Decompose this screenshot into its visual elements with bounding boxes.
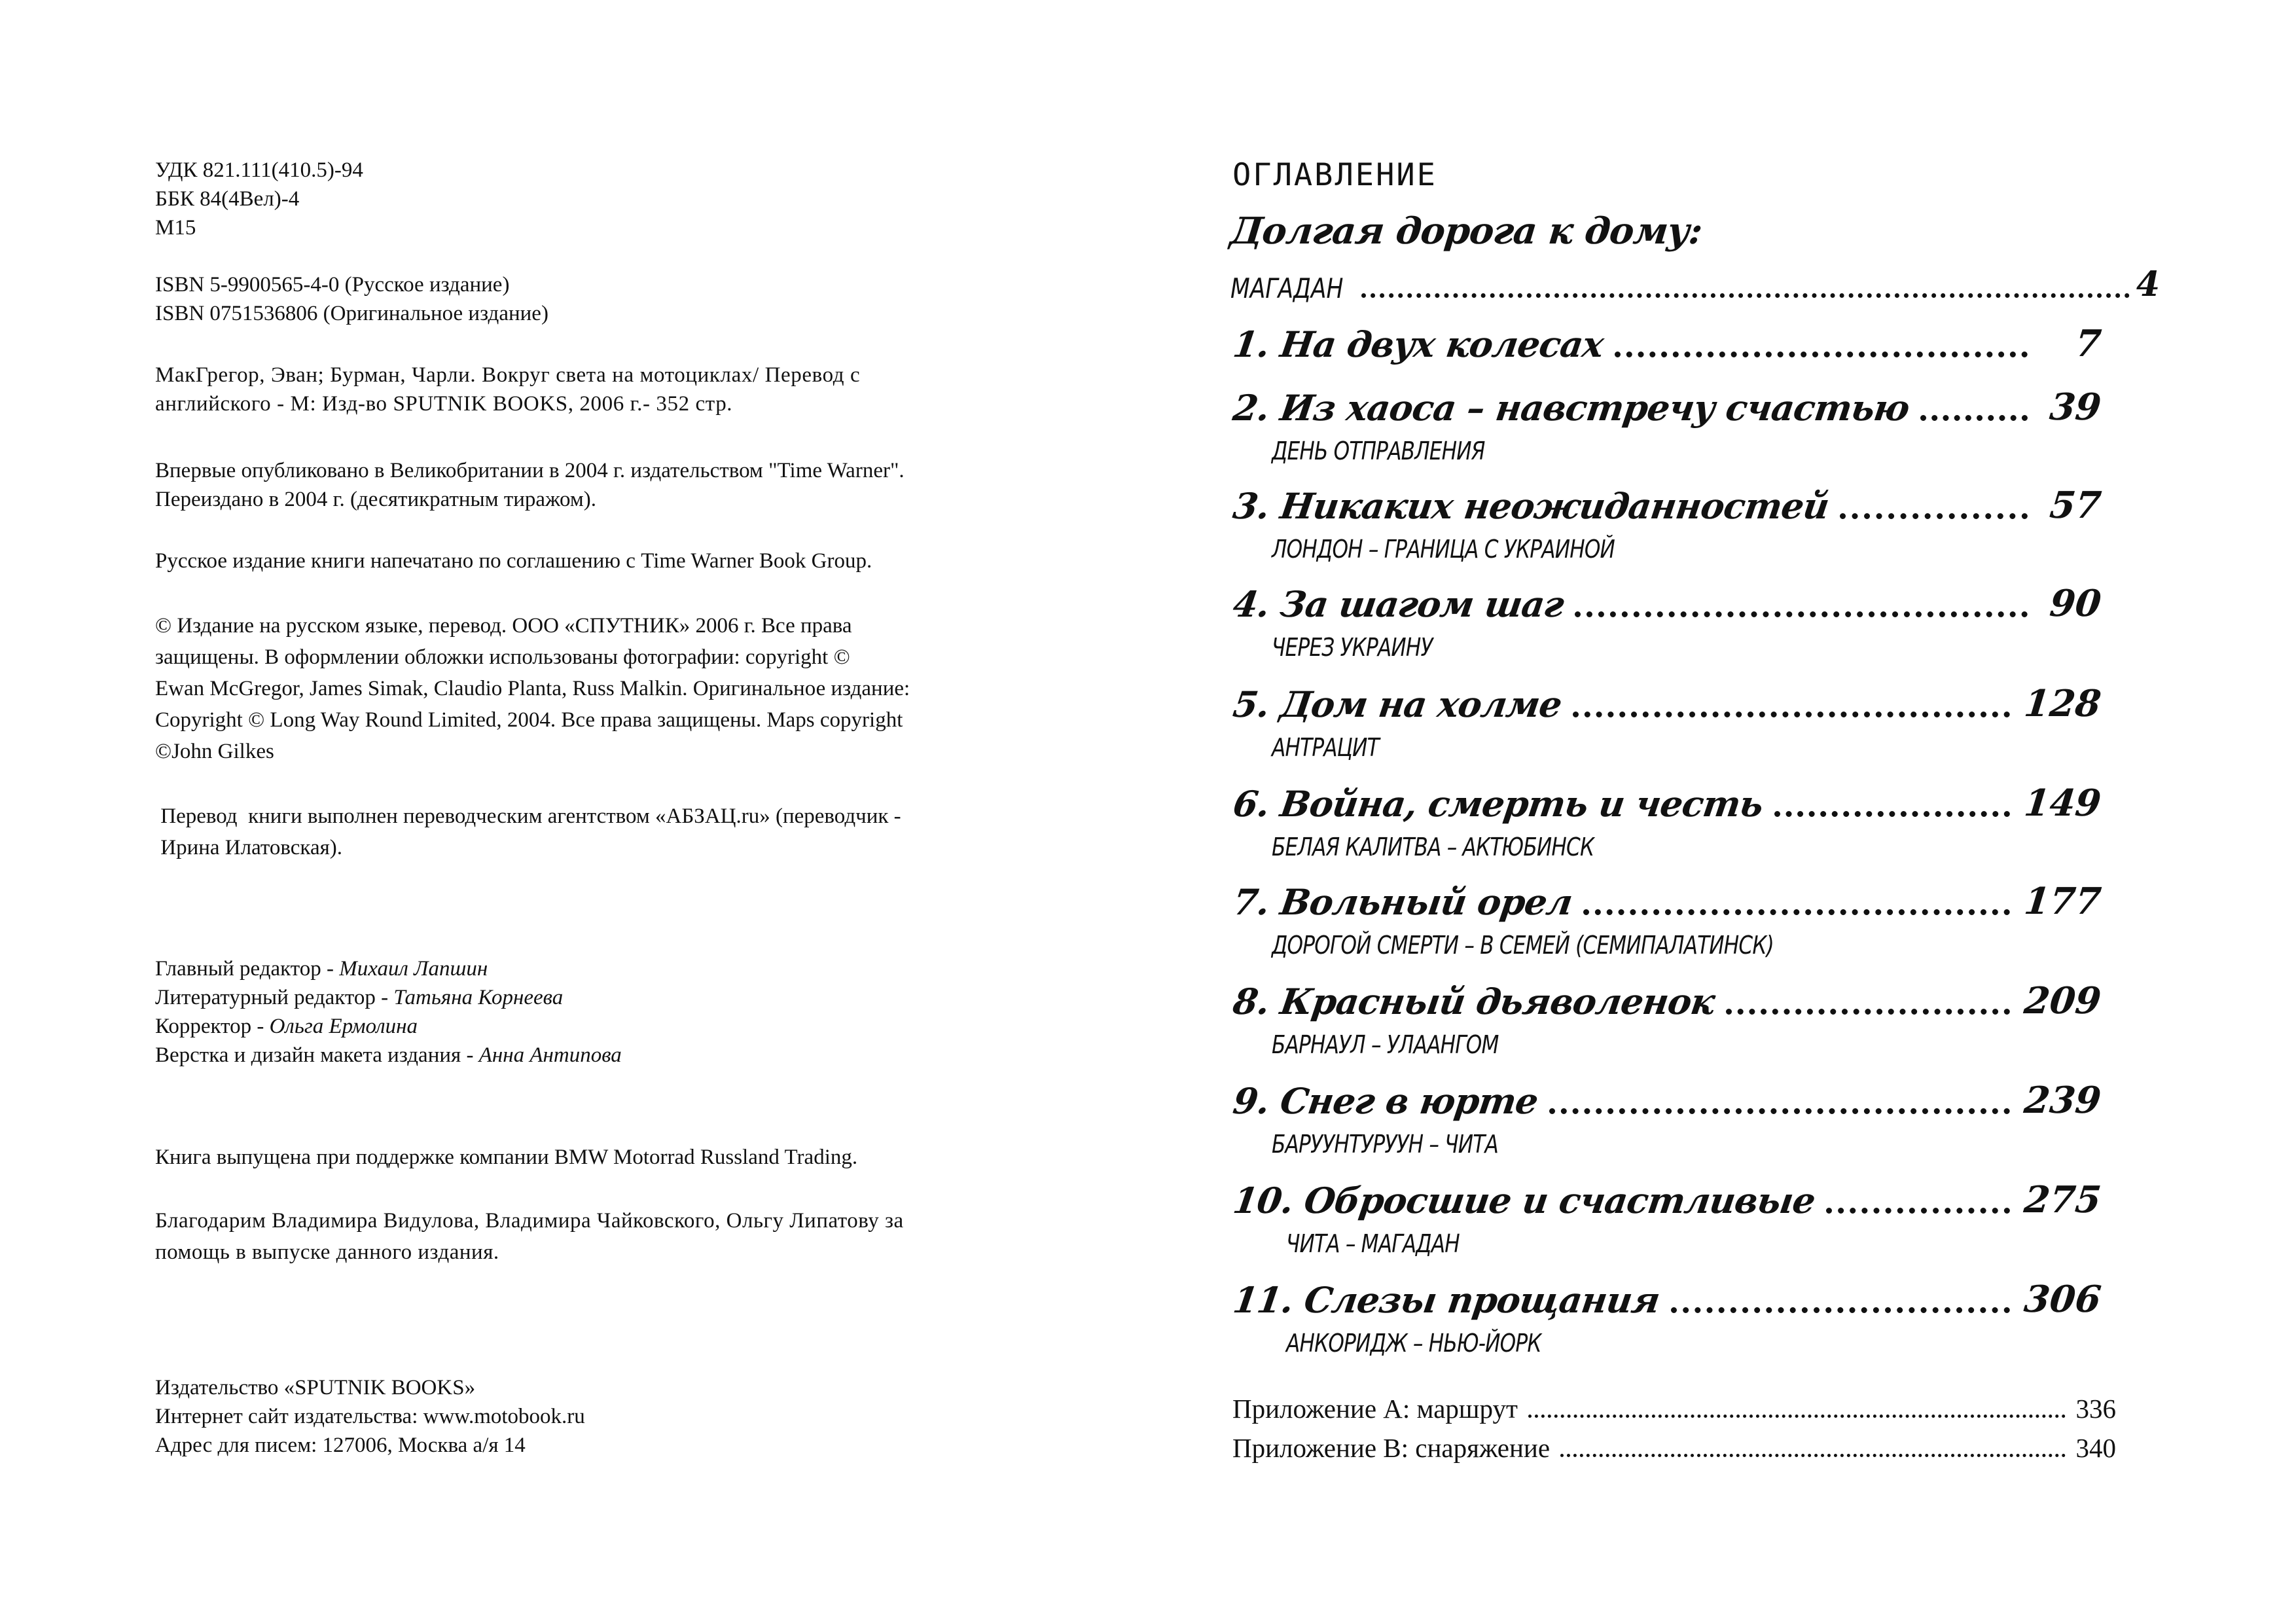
publisher-name: Издательство «SPUTNIK BOOKS»	[155, 1376, 476, 1399]
credit-name: Татьяна Корнеева	[393, 986, 564, 1009]
chapter-page: 90	[2047, 582, 2104, 625]
thanks-line-1: Благодарим Владимира Видулова, Владимира Чайковского, Ольгу Липатову за	[155, 1209, 904, 1233]
dot-leader	[1920, 415, 2028, 421]
publisher-website: Интернет сайт издательства: www.motobook.ru	[155, 1405, 585, 1428]
credit-role: Верстка и дизайн макета издания -	[155, 1043, 479, 1067]
translation-line-1: Перевод книги выполнен переводческим агентством «АБЗАЦ.ru» (переводчик -	[155, 804, 901, 828]
chapter-page: 209	[2022, 979, 2104, 1022]
toc-chapter	[1230, 1076, 2104, 1159]
toc-appendix	[1232, 1392, 2116, 1424]
credits-block	[155, 954, 1071, 1070]
chapter-subtitle: ДОРОГОЙ СМЕРТИ – В СЕМЕЙ (СЕМИПАЛАТИНСК)	[1272, 931, 1774, 960]
chapter-title: 11. Слезы прощания	[1230, 1279, 1662, 1321]
dot-leader	[1615, 352, 2028, 357]
chapter-title: 1. На двух колесах	[1230, 323, 1606, 365]
appendix-label: Приложение В: снаряжение	[1232, 1433, 1551, 1463]
toc-chapter	[1230, 1275, 2104, 1358]
dot-leader	[1575, 611, 2028, 617]
classification-codes	[155, 156, 1071, 242]
citation-line-2: английского - М: Изд-во SPUTNIK BOOKS, 2006 г.- 352 стр.	[155, 392, 733, 416]
toc-chapter	[1230, 383, 2104, 465]
toc-chapter	[1230, 977, 2104, 1059]
copyright-block	[155, 610, 1071, 767]
dot-leader	[1528, 1415, 2066, 1418]
chapter-page: 177	[2022, 880, 2104, 923]
dot-leader	[1726, 1009, 2010, 1015]
chapter-page: 57	[2047, 484, 2104, 527]
publisher-address: Адрес для писем: 127006, Москва а/я 14	[155, 1434, 526, 1457]
dot-leader	[1671, 1307, 2010, 1313]
toc-appendix	[1232, 1431, 2116, 1464]
chapter-subtitle: АНКОРИДЖ – НЬЮ-ЙОРК	[1286, 1329, 1541, 1358]
chapter-subtitle: ЧЕРЕЗ УКРАИНУ	[1272, 633, 1433, 662]
chapter-title: 5. Дом на холме	[1230, 683, 1564, 725]
udk-code: УДК 821.111(410.5)-94	[155, 158, 363, 182]
publisher-block	[155, 1373, 1071, 1460]
toc-page	[1148, 0, 2296, 1624]
credit-literary-editor	[155, 983, 1071, 1012]
credit-name: Ольга Ермолина	[269, 1015, 418, 1038]
chapter-title: 10. Обросшие и счастливые	[1230, 1180, 1818, 1221]
copyright-line-5: ©John Gilkes	[155, 740, 274, 763]
chapter-page: 7	[2073, 322, 2104, 365]
chapter-subtitle: ДЕНЬ ОТПРАВЛЕНИЯ	[1272, 437, 1485, 465]
toc-chapter	[1230, 877, 2104, 960]
chapter-title: 3. Никаких неожиданностей	[1230, 485, 1832, 527]
toc-prologue	[1230, 265, 2160, 304]
citation-block	[155, 361, 1071, 418]
appendix-label: Приложение А: маршрут	[1232, 1394, 1518, 1424]
chapter-page: 128	[2022, 682, 2104, 725]
credit-editor	[155, 954, 1071, 983]
chapter-subtitle: БЕЛАЯ КАЛИТВА – АКТЮБИНСК	[1272, 833, 1594, 861]
toc-chapter	[1230, 1176, 2104, 1258]
thanks-block	[155, 1205, 1071, 1268]
translation-block	[155, 801, 1071, 863]
chapter-page: 149	[2022, 782, 2104, 825]
isbn-block	[155, 270, 1071, 328]
support-line: Книга выпущена при поддержке компании BMW Motorrad Russland Trading.	[155, 1146, 858, 1169]
dot-leader	[1573, 712, 2010, 717]
translation-line-2: Ирина Илатовская).	[155, 836, 343, 859]
prologue-page: 4	[2136, 264, 2160, 304]
first-published-block	[155, 456, 1071, 514]
chapter-subtitle: ЛОНДОН – ГРАНИЦА С УКРАИНОЙ	[1272, 535, 1615, 564]
toc-chapter	[1230, 779, 2104, 861]
credit-name: Михаил Лапшин	[339, 957, 488, 981]
chapter-page: 306	[2022, 1278, 2104, 1321]
chapter-title: 6. Война, смерть и честь	[1230, 783, 1766, 825]
toc-chapter	[1230, 481, 2104, 564]
credit-proofreader	[155, 1012, 1071, 1041]
credit-layout	[155, 1041, 1071, 1070]
chapter-title: 4. За шагом шаг	[1230, 583, 1567, 625]
copyright-line-3: Ewan McGregor, James Simak, Claudio Planta, Russ Malkin. Оригинальное издание:	[155, 677, 910, 700]
agreement-block	[155, 547, 1071, 575]
copyright-line-2: защищены. В оформлении обложки использованы фотографии: copyright ©	[155, 645, 850, 669]
dot-leader	[1774, 811, 2010, 817]
isbn-original: ISBN 0751536806 (Оригинальное издание)	[155, 302, 548, 325]
prologue-label: МАГАДАН	[1230, 272, 1344, 304]
dot-leader	[1583, 909, 2010, 915]
toc-title: ОГЛАВЛЕНИЕ	[1232, 157, 1437, 193]
chapter-title: 2. Из хаоса – навстречу счастью	[1230, 387, 1912, 429]
dot-leader	[1840, 513, 2028, 519]
thanks-line-2: помощь в выпуске данного издания.	[155, 1240, 499, 1264]
chapter-subtitle: БАРУУНТУРУУН – ЧИТА	[1272, 1130, 1498, 1159]
chapter-page: 275	[2022, 1178, 2104, 1221]
support-block	[155, 1143, 1071, 1172]
author-mark: М15	[155, 216, 196, 240]
dot-leader	[1560, 1454, 2065, 1457]
toc-chapter	[1230, 579, 2104, 662]
copyright-line-1: © Издание на русском языке, перевод. ООО «СПУТНИК» 2006 г. Все права	[155, 614, 852, 638]
isbn-russian: ISBN 5-9900565-4-0 (Русское издание)	[155, 273, 510, 297]
appendix-page: 336	[2075, 1394, 2116, 1424]
toc-chapter	[1230, 679, 2104, 762]
chapter-title: 7. Вольный орел	[1230, 881, 1575, 923]
dot-leader	[1826, 1208, 2010, 1214]
credit-role: Корректор -	[155, 1015, 270, 1038]
credit-role: Литературный редактор -	[155, 986, 394, 1009]
copyright-line-4: Copyright © Long Way Round Limited, 2004. Все права защищены. Maps copyright	[155, 708, 903, 732]
credit-name: Анна Антипова	[478, 1043, 622, 1067]
bbk-code: ББК 84(4Вел)-4	[155, 187, 300, 211]
chapter-page: 39	[2047, 386, 2104, 429]
chapter-subtitle: ЧИТА – МАГАДАН	[1286, 1229, 1460, 1258]
agreement-line: Русское издание книги напечатано по соглашению с Time Warner Book Group.	[155, 549, 872, 573]
chapter-subtitle: АНТРАЦИТ	[1272, 733, 1379, 762]
dot-leader	[1361, 293, 2130, 298]
dot-leader	[1549, 1108, 2010, 1114]
toc-part-title: Долгая дорога к дому:	[1228, 209, 1704, 253]
first-published-line-1: Впервые опубликовано в Великобритании в 2004 г. издательством "Time Warner".	[155, 459, 905, 482]
citation-line-1: МакГрегор, Эван; Бурман, Чарли. Вокруг света на мотоциклах/ Перевод с	[155, 363, 861, 387]
credit-role: Главный редактор -	[155, 957, 340, 981]
first-published-line-2: Переиздано в 2004 г. (десятикратным тиражом).	[155, 488, 597, 511]
appendix-page: 340	[2075, 1433, 2116, 1463]
toc-chapter	[1230, 319, 2104, 372]
chapter-subtitle: БАРНАУЛ – УЛААНГОМ	[1272, 1030, 1499, 1059]
chapter-title: 9. Снег в юрте	[1230, 1080, 1541, 1122]
chapter-page: 239	[2022, 1079, 2104, 1122]
chapter-title: 8. Красный дьяволенок	[1230, 981, 1717, 1022]
